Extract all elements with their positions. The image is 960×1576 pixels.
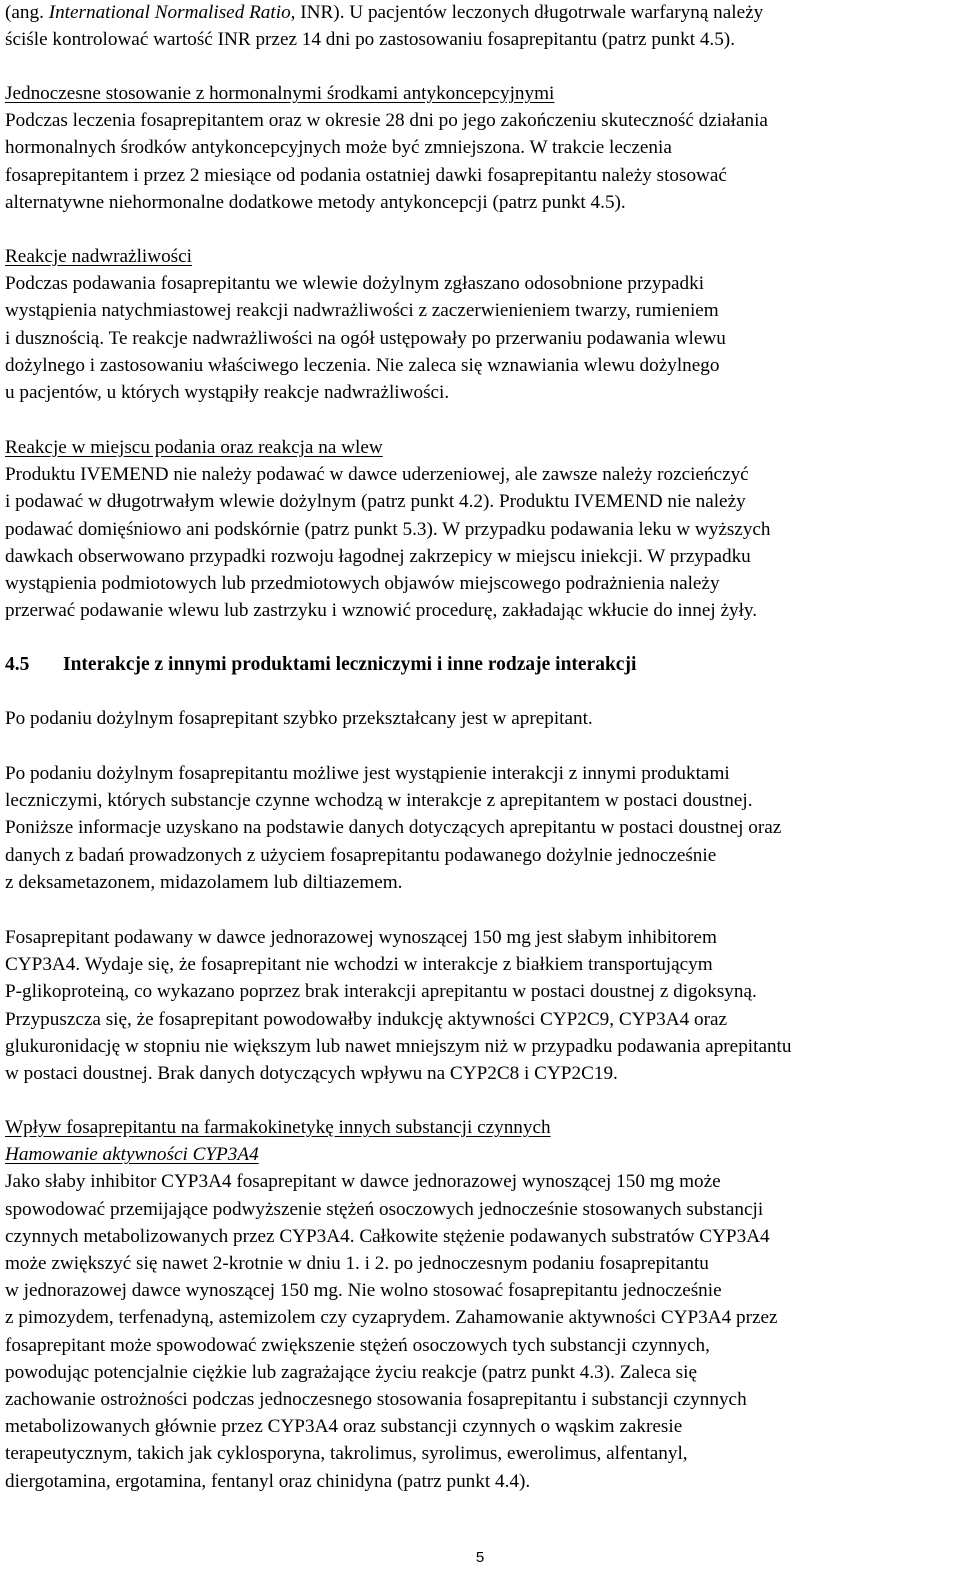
paragraph-line: P-glikoproteiną, co wykazano poprzez brak interakcji aprepitantu w postaci doustnej z digoksyną.: [5, 981, 757, 1003]
paragraph-line: hormonalnych środków antykoncepcyjnych może być zmniejszona. W trakcie leczenia: [5, 137, 672, 159]
paragraph-line: w postaci doustnej. Brak danych dotyczących wpływu na CYP2C8 i CYP2C19.: [5, 1063, 618, 1085]
paragraph-line: Fosaprepitant podawany w dawce jednorazowej wynoszącej 150 mg jest słabym inhibitorem: [5, 927, 717, 948]
paragraph-line: glukuronidację w stopniu nie większym lub nawet mniejszym niż w przypadku podawania aprepitantu: [5, 1035, 792, 1057]
paragraph-line: Produktu IVEMEND nie należy podawać w dawce uderzeniowej, ale zawsze należy rozcieńczyć: [5, 464, 749, 486]
paragraph-line: fosaprepitant może spowodować zwiększenie stężeń osoczowych tych substancji czynnych,: [5, 1334, 710, 1356]
paragraph-line: dawkach obserwowano przypadki rozwoju łagodnej zakrzepicy w miejscu iniekcji. W przypadku: [5, 545, 751, 567]
paragraph-line: Podczas leczenia fosaprepitantem oraz w okresie 28 dni po jego zakończeniu skuteczność działania: [5, 110, 768, 132]
paragraph-line: wystąpienia podmiotowych lub przedmiotowych objawów miejscowego podrażnienia należy: [5, 573, 720, 595]
infusion-site-heading: Reakcje w miejscu podania oraz reakcja na wlew: [5, 437, 383, 458]
paragraph-line: leczniczymi, których substancje czynne wchodzą w interakcje z aprepitantem w postaci doustnej.: [5, 790, 753, 812]
paragraph-line: i podawać w długotrwałym wlewie dożylnym (patrz punkt 4.2). Produktu IVEMEND nie należy: [5, 491, 746, 513]
paragraph-line: dożylnego i zastosowaniu właściwego leczenia. Nie zaleca się wznawiania wlewu dożylnego: [5, 354, 720, 376]
paragraph-line: Podczas podawania fosaprepitantu we wlewie dożylnym zgłaszano odosobnione przypadki: [5, 273, 705, 295]
paragraph-line: powodując potencjalnie ciężkie lub zagrażające życiu reakcje (patrz punkt 4.3). Zaleca się: [5, 1361, 697, 1383]
interactions-paragraph: [5, 760, 781, 896]
single-dose-paragraph: [5, 924, 791, 1087]
paragraph-line: może zwiększyć się nawet 2-krotnie w dniu 1. i 2. po jednoczesnym podaniu fosaprepitantu: [5, 1253, 709, 1275]
paragraph-line: wystąpienia natychmiastowej reakcji nadwrażliwości z zaczerwienieniem twarzy, rumieniem: [5, 300, 719, 322]
conversion-paragraph: Po podaniu dożylnym fosaprepitant szybko przekształcany jest w aprepitant.: [5, 708, 593, 729]
intro-line-1: (ang. International Normalised Ratio, INR). U pacjentów leczonych długotrwale warfaryną należy: [5, 2, 764, 23]
paragraph-line: w jednorazowej dawce wynoszącej 150 mg. Nie wolno stosować fosaprepitantu jednocześnie: [5, 1280, 722, 1302]
paragraph-line: diergotamina, ergotamina, fentanyl oraz chinidyna (patrz punkt 4.4).: [5, 1470, 531, 1492]
paragraph-line: z deksametazonem, midazolamem lub diltiazemem.: [5, 871, 403, 893]
contraception-section: [5, 80, 768, 216]
pk-effect-heading: Wpływ fosaprepitantu na farmakokinetykę innych substancji czynnych: [5, 1117, 551, 1138]
paragraph-line: Przypuszcza się, że fosaprepitant powodowałby indukcję aktywności CYP2C9, CYP3A4 oraz: [5, 1008, 728, 1030]
intro-paragraph: [5, 0, 763, 53]
infusion-site-section: [5, 434, 771, 624]
paragraph-line: terapeutycznym, takich jak cyklosporyna, takrolimus, syrolimus, ewerolimus, alfentanyl,: [5, 1443, 688, 1465]
paragraph-line: metabolizowanych głównie przez CYP3A4 oraz substancji czynnych o wąskim zakresie: [5, 1416, 683, 1438]
intro-line-2: ściśle kontrolować wartość INR przez 14 dni po zastosowaniu fosaprepitantu (patrz punkt 4.5).: [5, 29, 735, 51]
paragraph-line: z pimozydem, terfenadyną, astemizolem czy cyzaprydem. Zahamowanie aktywności CYP3A4 przez: [5, 1307, 778, 1329]
paragraph-line: alternatywne niehormonalne dodatkowe metody antykoncepcji (patrz punkt 4.5).: [5, 191, 626, 213]
section-4-5-heading: [5, 651, 636, 678]
paragraph-line: Po podaniu dożylnym fosaprepitantu możliwe jest wystąpienie interakcji z innymi produktami: [5, 763, 730, 784]
paragraph-line: podawać domięśniowo ani podskórnie (patrz punkt 5.3). W przypadku podawania leku w wyższych: [5, 518, 771, 540]
contraception-heading: Jednoczesne stosowanie z hormonalnymi środkami antykoncepcyjnymi: [5, 83, 555, 104]
paragraph-line: czynnych metabolizowanych przez CYP3A4. Całkowite stężenie podawanych substratów CYP3A4: [5, 1225, 770, 1247]
hypersensitivity-section: [5, 243, 726, 406]
section-title: Interakcje z innymi produktami leczniczymi i inne rodzaje interakcji: [63, 654, 637, 675]
paragraph-line: i dusznością. Te reakcje nadwrażliwości na ogół ustępowały po przerwaniu podawania wlewu: [5, 327, 726, 349]
section-number: 4.5: [5, 654, 30, 675]
intro-italic-term: International Normalised Ratio: [48, 2, 291, 23]
paragraph-line: fosaprepitantem i przez 2 miesiące od podania ostatniej dawki fosaprepitantu należy stosować: [5, 164, 727, 186]
paragraph-line: Poniższe informacje uzyskano na podstawie danych dotyczących aprepitantu w postaci doustnej oraz: [5, 817, 782, 839]
paragraph-line: CYP3A4. Wydaje się, że fosaprepitant nie wchodzi w interakcje z białkiem transportującym: [5, 954, 713, 976]
paragraph-line: zachowanie ostrożności podczas jednoczesnego stosowania fosaprepitantu i substancji czynnych: [5, 1389, 747, 1411]
pk-effect-section: [5, 1114, 778, 1495]
hypersensitivity-heading: Reakcje nadwrażliwości: [5, 246, 192, 267]
paragraph-line: u pacjentów, u których wystąpiły reakcje nadwrażliwości.: [5, 382, 450, 404]
page-number: 5: [475, 1549, 485, 1566]
paragraph-line: Jako słaby inhibitor CYP3A4 fosaprepitant w dawce jednorazowej wynoszącej 150 mg może: [5, 1171, 721, 1193]
paragraph-line: danych z badań prowadzonych z użyciem fosaprepitantu podawanego dożylnie jednocześnie: [5, 844, 717, 866]
cyp3a4-inhibition-subheading: Hamowanie aktywności CYP3A4: [5, 1144, 259, 1166]
paragraph-line: przerwać podawanie wlewu lub zastrzyku i wznowić procedurę, zakładając wkłucie do innej żyły.: [5, 600, 758, 622]
paragraph-line: spowodować przemijające podwyższenie stężeń osoczowych jednocześnie stosowanych substancji: [5, 1198, 764, 1220]
